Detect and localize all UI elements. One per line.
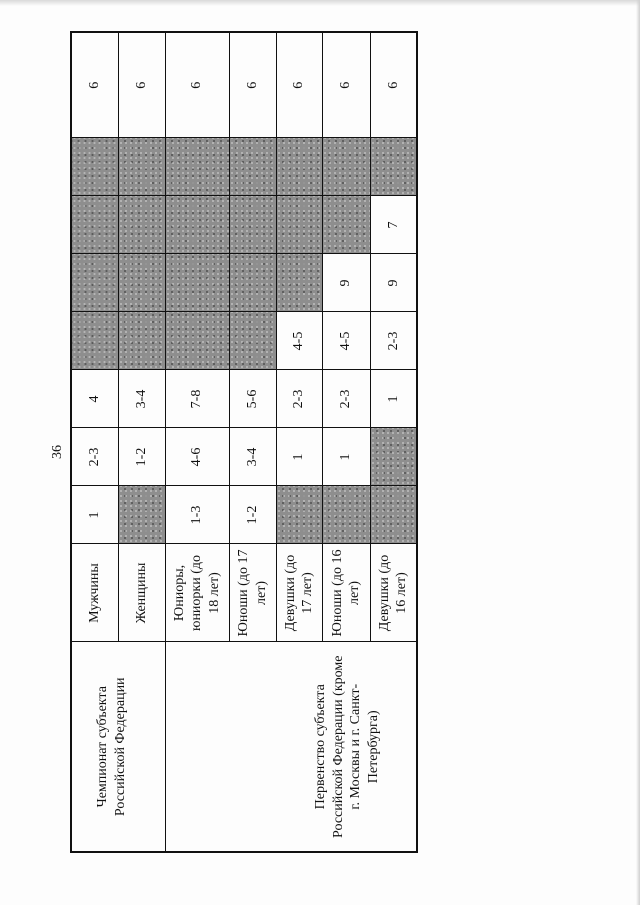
shaded-cell xyxy=(229,196,276,254)
ranking-table xyxy=(70,31,418,853)
shaded-cell xyxy=(165,138,229,196)
shaded-cell xyxy=(71,254,118,312)
value-cell: 2-3 xyxy=(322,370,370,428)
group-cell: Юниоры, юниорки (до 18 лет) xyxy=(165,544,229,642)
scan-edge-top xyxy=(0,0,640,6)
value-cell: 6 xyxy=(370,32,417,138)
shaded-cell xyxy=(276,138,322,196)
shaded-cell xyxy=(165,254,229,312)
value-cell: 1 xyxy=(71,486,118,544)
shaded-cell xyxy=(165,312,229,370)
value-cell: 9 xyxy=(322,254,370,312)
value-cell: 6 xyxy=(276,32,322,138)
competition-cell: Первенство субъекта Российской Федерации (кроме г. Москвы и г. Санкт-Петербурга) xyxy=(165,642,417,852)
shaded-cell xyxy=(118,312,165,370)
shaded-cell xyxy=(229,138,276,196)
group-cell: Мужчины xyxy=(71,544,118,642)
shaded-cell xyxy=(118,254,165,312)
shaded-cell xyxy=(118,138,165,196)
value-cell: 6 xyxy=(165,32,229,138)
shaded-cell xyxy=(71,196,118,254)
value-cell: 1-2 xyxy=(229,486,276,544)
shaded-cell xyxy=(165,196,229,254)
table-row xyxy=(71,32,118,852)
value-cell: 6 xyxy=(229,32,276,138)
value-cell: 1 xyxy=(322,428,370,486)
value-cell: 1-3 xyxy=(165,486,229,544)
value-cell: 2-3 xyxy=(276,370,322,428)
value-cell: 5-6 xyxy=(229,370,276,428)
shaded-cell xyxy=(118,486,165,544)
shaded-cell xyxy=(118,196,165,254)
shaded-cell xyxy=(322,196,370,254)
shaded-cell xyxy=(71,312,118,370)
shaded-cell xyxy=(229,312,276,370)
shaded-cell xyxy=(276,486,322,544)
value-cell: 2-3 xyxy=(71,428,118,486)
group-cell: Юноши (до 16 лет) xyxy=(322,544,370,642)
value-cell: 3-4 xyxy=(118,370,165,428)
value-cell: 1-2 xyxy=(118,428,165,486)
value-cell: 9 xyxy=(370,254,417,312)
value-cell: 7-8 xyxy=(165,370,229,428)
value-cell: 2-3 xyxy=(370,312,417,370)
group-cell: Юноши (до 17 лет) xyxy=(229,544,276,642)
value-cell: 6 xyxy=(118,32,165,138)
table-row xyxy=(165,32,229,852)
shaded-cell xyxy=(370,486,417,544)
value-cell: 4-5 xyxy=(322,312,370,370)
value-cell: 1 xyxy=(276,428,322,486)
group-cell: Женщины xyxy=(118,544,165,642)
shaded-cell xyxy=(322,138,370,196)
rotated-table-container xyxy=(70,33,416,853)
value-cell: 4 xyxy=(71,370,118,428)
value-cell: 4-6 xyxy=(165,428,229,486)
group-cell: Девушки (до 17 лет) xyxy=(276,544,322,642)
shaded-cell xyxy=(276,196,322,254)
competition-cell: Чемпионат субъекта Российской Федерации xyxy=(71,642,165,852)
shaded-cell xyxy=(322,486,370,544)
shaded-cell xyxy=(276,254,322,312)
value-cell: 6 xyxy=(322,32,370,138)
value-cell: 4-5 xyxy=(276,312,322,370)
scan-edge-right xyxy=(636,0,640,905)
value-cell: 6 xyxy=(71,32,118,138)
value-cell: 3-4 xyxy=(229,428,276,486)
group-cell: Девушки (до 16 лет) xyxy=(370,544,417,642)
shaded-cell xyxy=(370,138,417,196)
page-number: 36 xyxy=(50,445,65,459)
value-cell: 7 xyxy=(370,196,417,254)
shaded-cell xyxy=(229,254,276,312)
value-cell: 1 xyxy=(370,370,417,428)
shaded-cell xyxy=(71,138,118,196)
shaded-cell xyxy=(370,428,417,486)
